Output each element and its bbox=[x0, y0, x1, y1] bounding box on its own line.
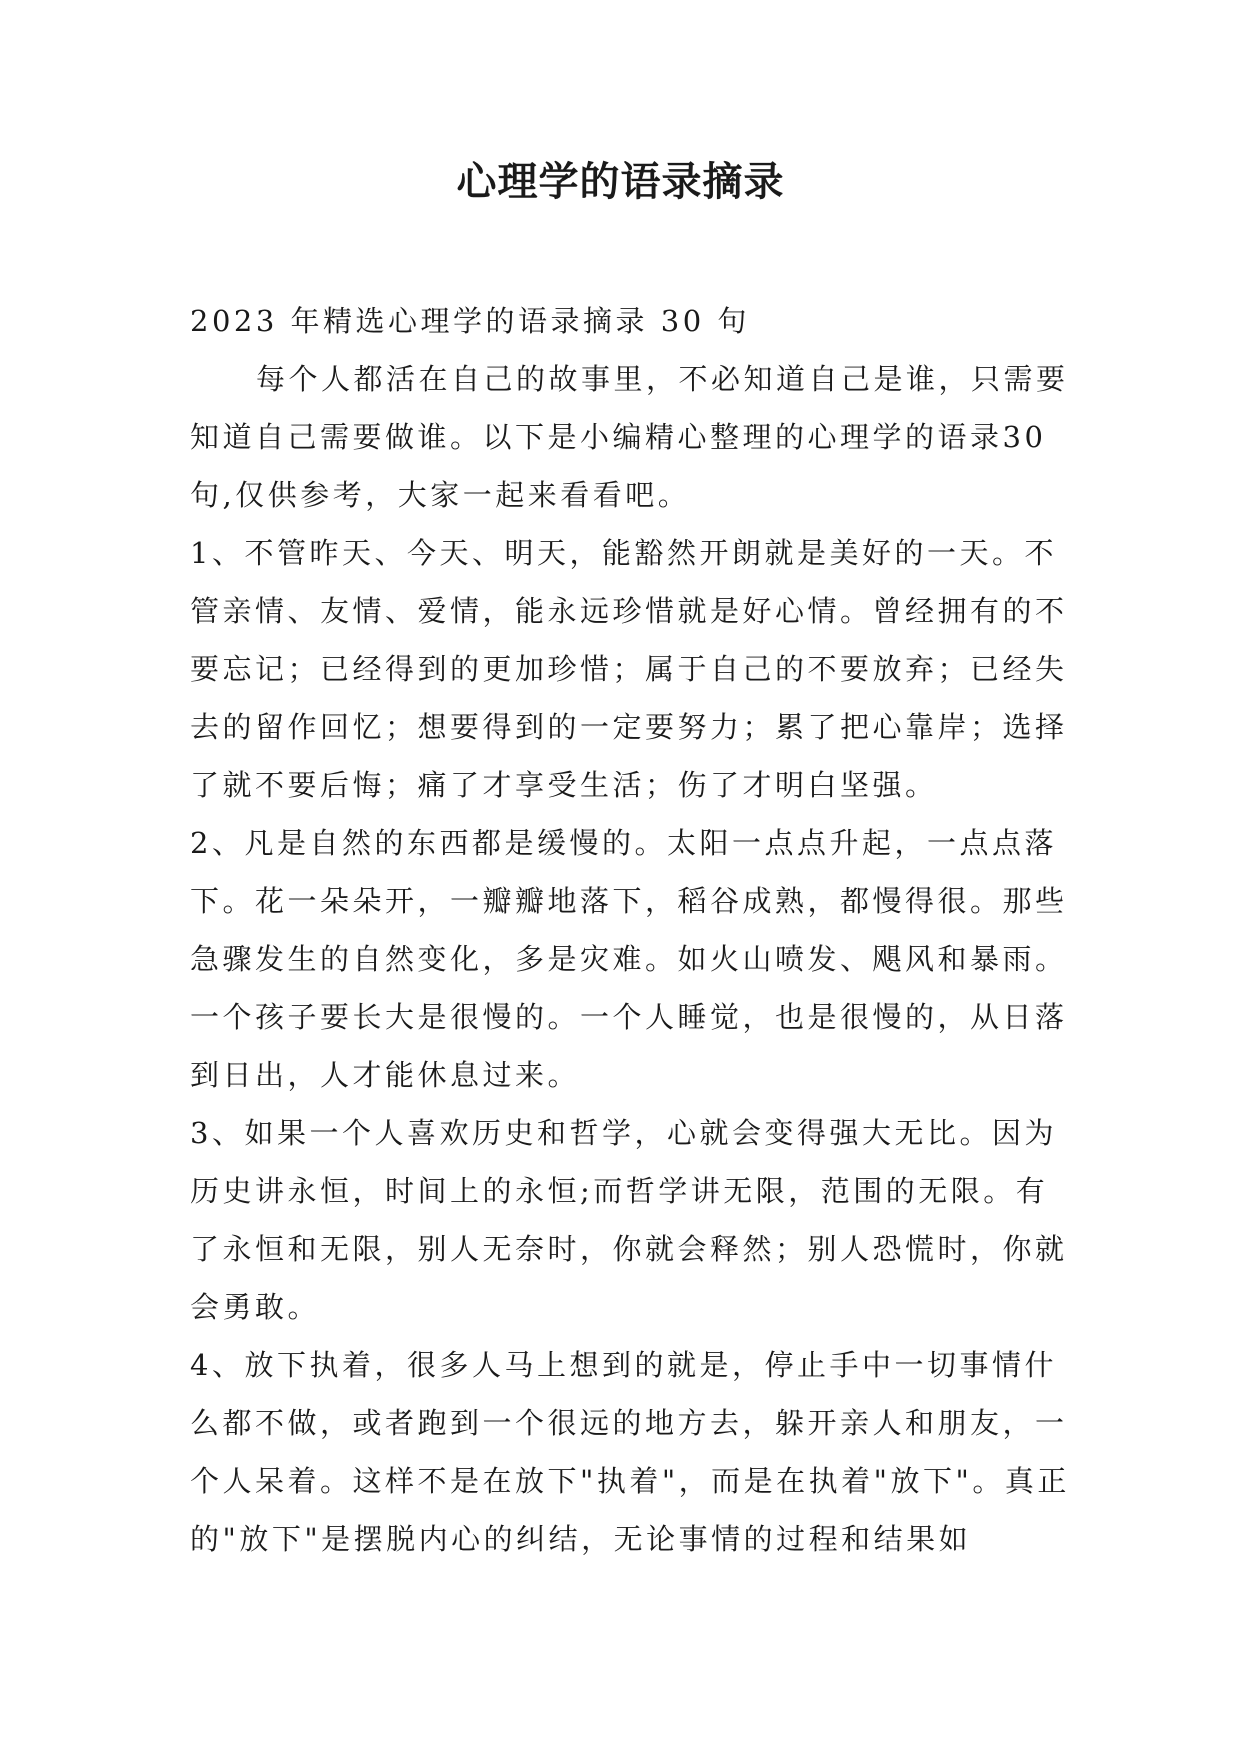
document-title: 心理学的语录摘录 bbox=[456, 158, 785, 205]
quote-paragraph: 4、放下执着，很多人马上想到的就是，停止手中一切事情什么都不做，或者跑到一个很远的地方去，躲开亲人和朋友，一个人呆着。这样不是在放下"执着"，而是在执着"放下"。真正的"放下"是摆脱内心的纠结，无论事情的过程和结果如 bbox=[190, 1348, 1070, 1556]
quote-paragraph: 3、如果一个人喜欢历史和哲学，心就会变得强大无比。因为历史讲永恒，时间上的永恒;而哲学讲无限，范围的无限。有了永恒和无限，别人无奈时，你就会释然；别人恐慌时，你就会勇敢。 bbox=[190, 1116, 1068, 1324]
quote-paragraph: 2、凡是自然的东西都是缓慢的。太阳一点点升起，一点点落下。花一朵朵开，一瓣瓣地落下，稻谷成熟，都慢得很。那些急骤发生的自然变化，多是灾难。如火山喷发、飓风和暴雨。一个孩子要长大是很慢的。一个人睡觉，也是很慢的，从日落到日出，人才能休息过来。 bbox=[190, 826, 1068, 1092]
intro-paragraph: 每个人都活在自己的故事里，不必知道自己是谁，只需要知道自己需要做谁。以下是小编精心整理的心理学的语录30 句,仅供参考，大家一起来看看吧。 bbox=[190, 362, 1069, 512]
document-body bbox=[190, 292, 1070, 1568]
quote-paragraph: 1、不管昨天、今天、明天，能豁然开朗就是美好的一天。不管亲情、友情、爱情，能永远珍惜就是好心情。曾经拥有的不要忘记；已经得到的更加珍惜；属于自己的不要放弃；已经失去的留作回忆；想要得到的一定要努力；累了把心靠岸；选择了就不要后悔；痛了才享受生活；伤了才明白坚强。 bbox=[190, 536, 1068, 802]
document-subtitle: 2023 年精选心理学的语录摘录 30 句 bbox=[190, 304, 750, 338]
